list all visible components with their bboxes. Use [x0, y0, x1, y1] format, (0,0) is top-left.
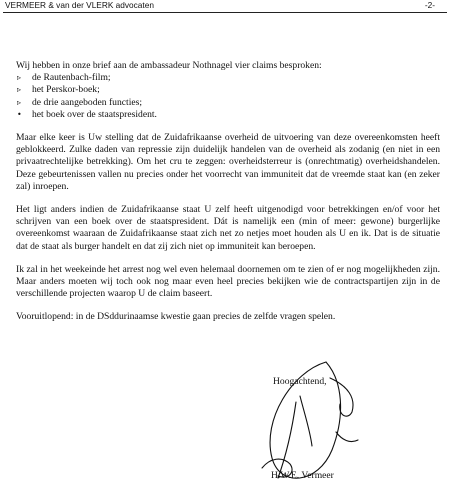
claim-text: het Perskor-boek; — [32, 84, 100, 96]
paragraph-repression: Maar elke keer is Uw stelling dat de Zuidafrikaanse overheid de uitvoering van deze overeenkomsten heeft geblokkeerd. Zulke daden van repressie zijn duidelijk handelen van de overheid als zodanig (en niet in een privaatrechtelijke betrekking). Om het cru te zeggen: overheidsterreur is (onrechtmatig) overheidshandelen. Deze gebeurtenissen vallen nu precies onder het voorrecht van immuniteit dat de vreemde staat kan (en zeker zal) inroepen. — [16, 132, 440, 192]
claim-text: de Rautenbach-film; — [32, 72, 111, 84]
list-item — [16, 109, 440, 121]
list-item — [16, 72, 440, 84]
intro-paragraph: Wij hebben in onze brief aan de ambassadeur Nothnagel vier claims besproken: — [16, 60, 322, 71]
bullet-marker: ▹ — [17, 73, 22, 83]
letter-header — [3, 0, 447, 13]
claim-text: het boek over de staatspresident. — [32, 108, 157, 120]
letter-body — [16, 60, 440, 335]
closing-phrase: Hoogachtend, — [273, 376, 327, 387]
paragraph-weekend: Ik zal in het weekeinde het arrest nog wel even helemaal doornemen om te zien of er nog mogelijkheden zijn. Maar anders moeten wij toch ook nog maar even heel precies bekijken wie de contractspartijen zijn in de verschillende projecten waarop U de claim baseert. — [16, 263, 440, 300]
paragraph-forward: Vooruitlopend: in de DSddurinaamse kwestie gaan precies de zelfde vragen spelen. — [16, 311, 336, 323]
page-number: -2- — [424, 0, 435, 10]
paragraph-invitation: Het ligt anders indien de Zuidafrikaanse staat U zelf heeft uitgenodigd voor betrekkingen en/of voor het schrijven van een boek over de staatspresident. Dát is namelijk een (min of meer: gewone) burgerlijke overeenkomst waaraan de Zuidafrikaanse staat zich net zo netjes moet houden als U en ik. Dat is de situatie dat de staat als burger handelt en dat zij zich niet op immuniteit kan beroepen. — [16, 204, 440, 252]
signatory-name: H.W.E. Vermeer — [271, 470, 334, 481]
claims-list — [16, 72, 440, 121]
bullet-marker: ▹ — [17, 85, 22, 95]
bullet-marker: ▹ — [17, 97, 22, 107]
list-item — [16, 84, 440, 96]
list-item — [16, 97, 440, 109]
claim-text: de drie aangeboden functies; — [32, 96, 143, 108]
firm-name: VERMEER & van der VLERK advocaten — [5, 0, 154, 10]
bullet-marker: • — [17, 109, 22, 119]
